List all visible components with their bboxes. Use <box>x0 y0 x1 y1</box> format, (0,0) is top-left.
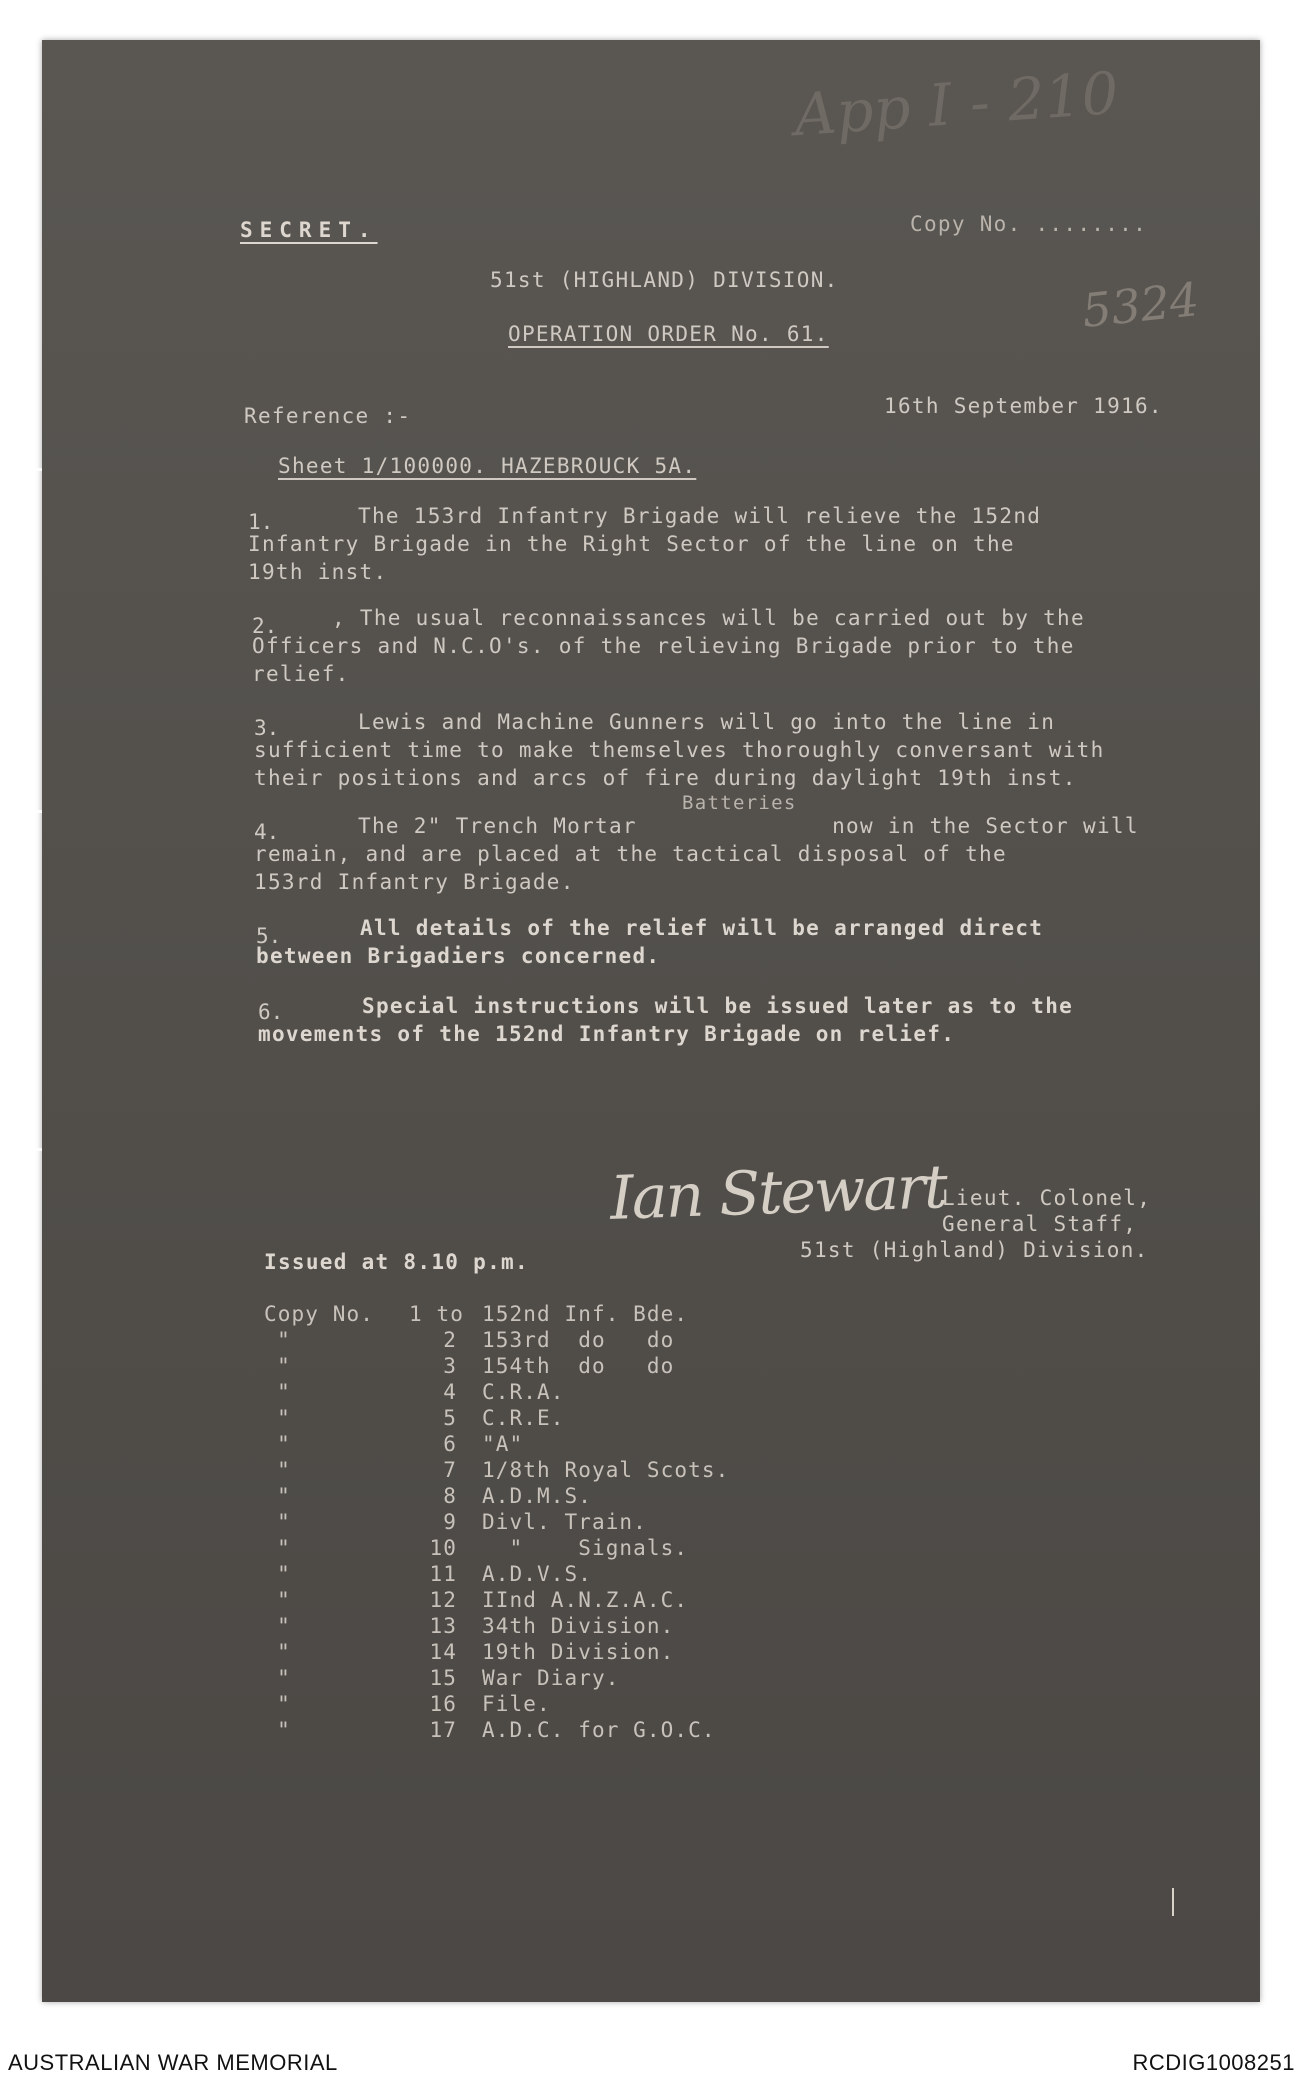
ditto-mark: " <box>277 1328 291 1352</box>
recipient-cell: 154th do do <box>482 1354 675 1378</box>
paragraph-line: relief. <box>252 662 350 686</box>
copy-number-cell: 6 <box>443 1432 457 1456</box>
paragraph-number: 6. <box>258 1000 284 1024</box>
punch-mark <box>34 468 42 471</box>
signature: Ian Stewart <box>608 1152 947 1234</box>
recipient-cell: A.D.M.S. <box>482 1484 592 1508</box>
copy-number-cell: 4 <box>443 1380 457 1404</box>
ditto-mark: " <box>277 1640 291 1664</box>
paragraph-line: 153rd Infantry Brigade. <box>254 870 575 894</box>
signatory-rank: Lieut. Colonel, <box>942 1186 1152 1210</box>
paragraph-line: Lewis and Machine Gunners will go into the line in <box>358 710 1056 734</box>
copy-number-cell: 10 <box>429 1536 457 1560</box>
paragraph-line: Officers and N.C.O's. of the relieving Brigade prior to the <box>252 634 1075 658</box>
signatory-staff: General Staff, <box>942 1212 1138 1236</box>
copy-number-cell: 8 <box>443 1484 457 1508</box>
paragraph-line: Infantry Brigade in the Right Sector of the line on the <box>248 532 1015 556</box>
recipient-cell: A.D.C. for G.O.C. <box>482 1718 716 1742</box>
ditto-mark: " <box>277 1718 291 1742</box>
ditto-mark: " <box>277 1458 291 1482</box>
recipient-cell: A.D.V.S. <box>482 1562 592 1586</box>
paragraph-line: The 153rd Infantry Brigade will relieve the 152nd <box>358 504 1042 528</box>
paragraph-line: All details of the relief will be arranged direct <box>360 916 1044 940</box>
recipient-cell: C.R.E. <box>482 1406 565 1430</box>
punch-mark <box>34 1148 42 1151</box>
recipient-cell: Divl. Train. <box>482 1510 647 1534</box>
ditto-mark: " <box>277 1666 291 1690</box>
paragraph-line: between Brigadiers concerned. <box>256 944 661 968</box>
paragraph-line: movements of the 152nd Infantry Brigade on relief. <box>258 1022 956 1046</box>
copy-number-cell: 16 <box>429 1692 457 1716</box>
recipient-cell: "A" <box>482 1432 524 1456</box>
copy-number-cell: 3 <box>443 1354 457 1378</box>
order-title: OPERATION ORDER No. 61. <box>508 322 829 346</box>
recipient-cell: C.R.A. <box>482 1380 565 1404</box>
division-heading: 51st (HIGHLAND) DIVISION. <box>490 268 839 292</box>
recipient-cell: 152nd Inf. Bde. <box>482 1302 689 1326</box>
ditto-mark: " <box>277 1380 291 1404</box>
secret-label: SECRET. <box>240 218 378 242</box>
copy-number-cell: 7 <box>443 1458 457 1482</box>
paragraph-number: 5. <box>256 924 282 948</box>
paragraph-number: 2. <box>252 614 278 638</box>
distribution-label: Copy No. <box>264 1302 374 1326</box>
ditto-mark: " <box>277 1588 291 1612</box>
paragraph-line: Special instructions will be issued later as to the <box>362 994 1074 1018</box>
copy-number-cell: 2 <box>443 1328 457 1352</box>
inserted-word: Batteries <box>682 792 797 814</box>
paragraph-line: , The usual reconnaissances will be carried out by the <box>332 606 1085 630</box>
paragraph-line: sufficient time to make themselves thoroughly conversant with <box>254 738 1105 762</box>
issued-time: Issued at 8.10 p.m. <box>264 1250 529 1274</box>
copy-number-cell: 5 <box>443 1406 457 1430</box>
recipient-cell: IInd A.N.Z.A.C. <box>482 1588 689 1612</box>
ditto-mark: " <box>277 1614 291 1638</box>
recipient-cell: 153rd do do <box>482 1328 675 1352</box>
order-date: 16th September 1916. <box>884 394 1163 418</box>
copy-number: Copy No. ........ <box>910 212 1148 236</box>
paragraph-line: The 2" Trench Mortar now in the Sector will <box>358 814 1139 838</box>
recipient-cell: " Signals. <box>482 1536 689 1560</box>
handwritten-number: 5324 <box>1079 272 1202 338</box>
paragraph-line: remain, and are placed at the tactical disposal of the <box>254 842 1007 866</box>
ditto-mark: " <box>277 1692 291 1716</box>
paragraph-number: 1. <box>248 510 274 534</box>
ditto-mark: " <box>277 1354 291 1378</box>
recipient-cell: War Diary. <box>482 1666 620 1690</box>
copy-number-cell: 15 <box>429 1666 457 1690</box>
ditto-mark: " <box>277 1406 291 1430</box>
ditto-mark: " <box>277 1432 291 1456</box>
document-sheet <box>42 40 1260 2002</box>
copy-number-cell: 14 <box>429 1640 457 1664</box>
copy-number-cell: 13 <box>429 1614 457 1638</box>
ditto-mark: " <box>277 1562 291 1586</box>
handwritten-annotation: App I - 210 <box>792 58 1121 150</box>
footer-archive-name: AUSTRALIAN WAR MEMORIAL <box>8 2050 338 2075</box>
footer-record-id: RCDIG1008251 <box>1132 2050 1295 2075</box>
recipient-cell: File. <box>482 1692 551 1716</box>
paragraph-line: their positions and arcs of fire during daylight 19th inst. <box>254 766 1077 790</box>
recipient-cell: 19th Division. <box>482 1640 675 1664</box>
reference-label: Reference :- <box>244 404 412 428</box>
paragraph-number: 4. <box>254 820 280 844</box>
ditto-mark: " <box>277 1484 291 1508</box>
paragraph-line: 19th inst. <box>248 560 388 584</box>
recipient-cell: 1/8th Royal Scots. <box>482 1458 730 1482</box>
ditto-mark: " <box>277 1536 291 1560</box>
copy-number-cell: 17 <box>429 1718 457 1742</box>
copy-number-cell: 1 to <box>409 1302 464 1326</box>
recipient-cell: 34th Division. <box>482 1614 675 1638</box>
copy-number-cell: 11 <box>429 1562 457 1586</box>
copy-number-cell: 9 <box>443 1510 457 1534</box>
paragraph-number: 3. <box>254 716 280 740</box>
punch-mark <box>34 810 42 813</box>
tick-mark <box>1172 1888 1174 1916</box>
signatory-division: 51st (Highland) Division. <box>800 1238 1149 1262</box>
copy-number-cell: 12 <box>429 1588 457 1612</box>
ditto-mark: " <box>277 1510 291 1534</box>
map-sheet: Sheet 1/100000. HAZEBROUCK 5A. <box>278 454 697 478</box>
